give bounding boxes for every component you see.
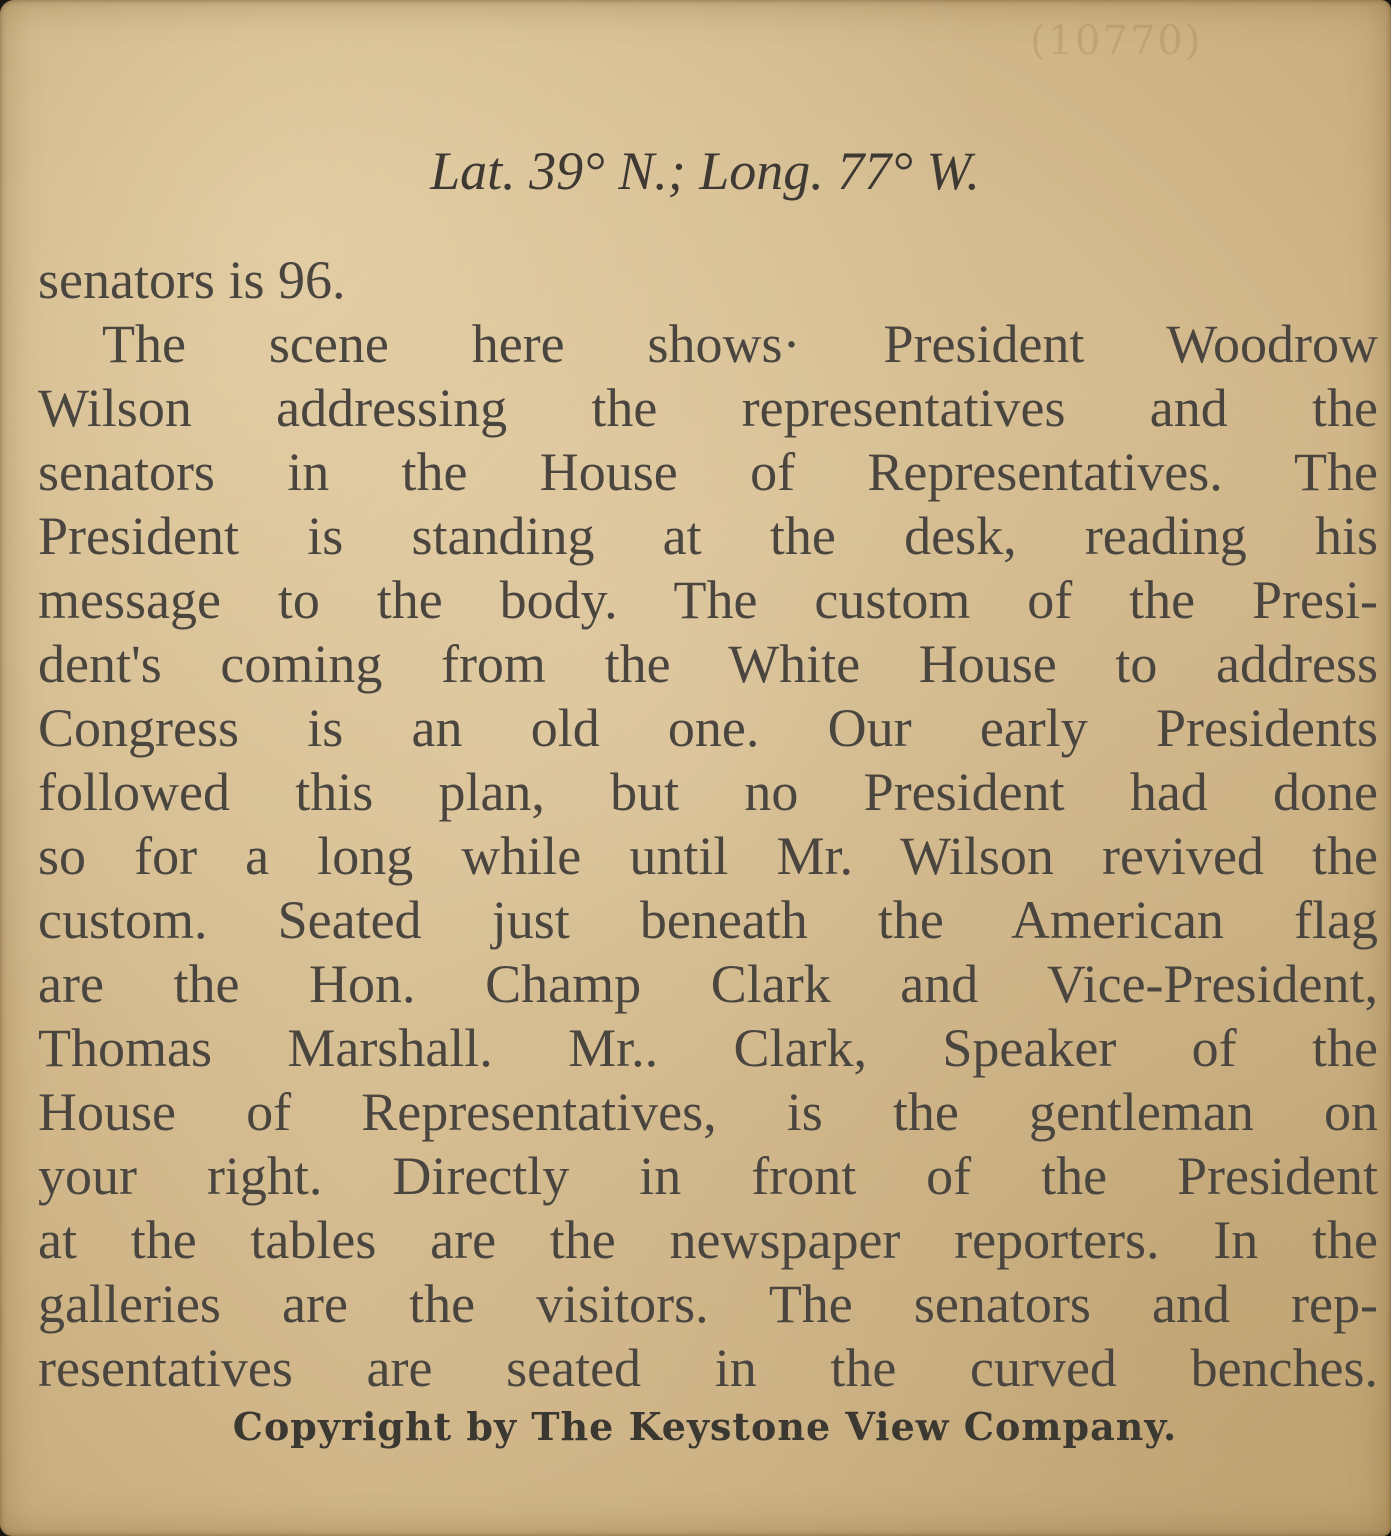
- text-line: are the Hon. Champ Clark and Vice-President,: [38, 954, 1378, 1014]
- text-line: your right. Directly in front of the President: [38, 1146, 1378, 1206]
- text-line: House of Representatives, is the gentleman on: [38, 1082, 1378, 1142]
- copyright-line: Copyright by The Keystone View Company.: [232, 1404, 1178, 1449]
- text-line: galleries are the visitors. The senators and rep-: [38, 1274, 1378, 1334]
- text-line: Thomas Marshall. Mr.. Clark, Speaker of the: [38, 1018, 1378, 1078]
- text-line: dent's coming from the White House to address: [38, 634, 1378, 694]
- text-line: resentatives are seated in the curved benches.: [38, 1338, 1378, 1398]
- text-line: message to the body. The custom of the Presi-: [38, 570, 1378, 630]
- text-line: at the tables are the newspaper reporters. In the: [38, 1210, 1378, 1270]
- description-text: [38, 248, 1378, 1400]
- text-line: senators is 96.: [38, 250, 346, 310]
- text-line: so for a long while until Mr. Wilson revived the: [38, 826, 1378, 886]
- text-line: Wilson addressing the representatives and the: [38, 378, 1378, 438]
- text-line: The scene here shows· President Woodrow: [102, 314, 1378, 374]
- text-line: senators in the House of Representatives. The: [38, 442, 1378, 502]
- coordinates-heading: Lat. 39° N.; Long. 77° W.: [430, 141, 980, 201]
- text-line: followed this plan, but no President had done: [38, 762, 1378, 822]
- text-line: custom. Seated just beneath the American flag: [38, 890, 1378, 950]
- faded-stamp-number: (10770): [1030, 18, 1203, 64]
- text-line: President is standing at the desk, reading his: [38, 506, 1378, 566]
- text-line: Congress is an old one. Our early Presidents: [38, 698, 1378, 758]
